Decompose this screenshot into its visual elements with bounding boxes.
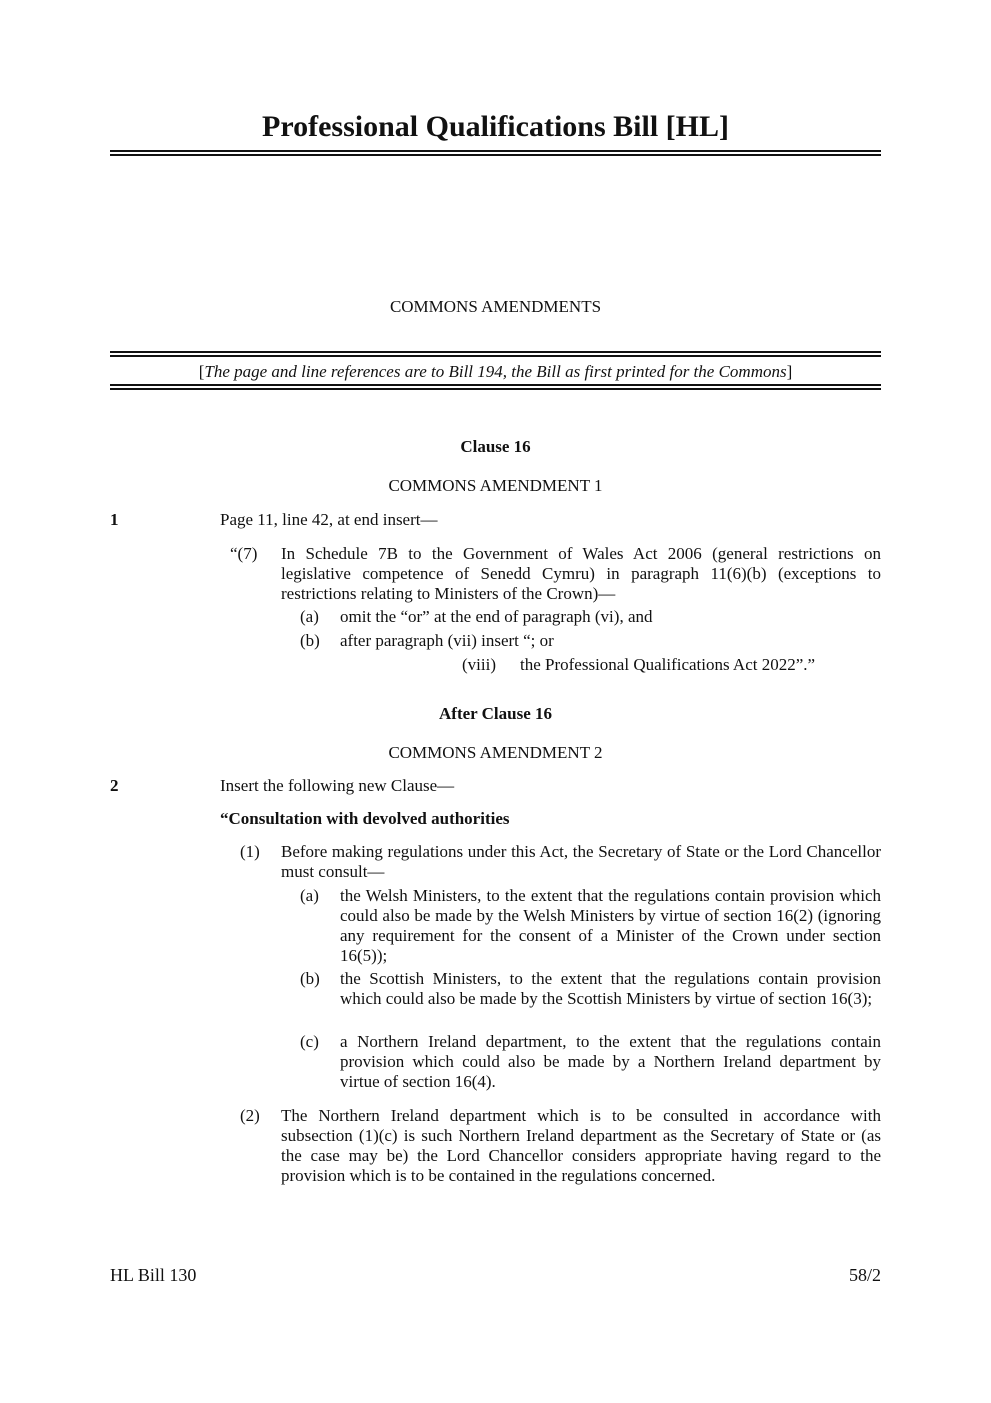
amendment-1-instruction: Page 11, line 42, at end insert— bbox=[220, 510, 438, 529]
document-title: Professional Qualifications Bill [HL] bbox=[262, 110, 729, 143]
amendment-1-para-viii-text: the Professional Qualifications Act 2022”.” bbox=[520, 655, 816, 674]
amendment-2-sub2-text: The Northern Ireland department which is to be consulted in accordance with subsection (1)(c) is such Northern Ireland department as the Secretary of State or (as the case may be) the Lord Chancellor considers appropriate having regard to the provision which is to be contained in the regulations concerned. bbox=[281, 1106, 881, 1185]
note-rule-top bbox=[110, 351, 881, 357]
footer-print-ref: 58/2 bbox=[848, 1265, 881, 1285]
amendment-2-sub1-num: (1) bbox=[240, 842, 260, 861]
amendment-1-sub7-num: “(7) bbox=[230, 544, 258, 563]
amendment-2-instruction: Insert the following new Clause— bbox=[220, 776, 455, 795]
bracket-open: [ bbox=[198, 362, 205, 381]
amendment-2-label: COMMONS AMENDMENT 2 bbox=[388, 743, 603, 762]
footer-bill-ref: HL Bill 130 bbox=[110, 1265, 197, 1285]
amendment-1-para-a-num: (a) bbox=[300, 607, 319, 626]
amendment-2-sub2-num: (2) bbox=[240, 1106, 260, 1125]
amendment-1-para-a-text: omit the “or” at the end of paragraph (vi), and bbox=[340, 607, 653, 626]
title-rule bbox=[110, 150, 881, 156]
amendment-2-heading: After Clause 16 bbox=[439, 704, 552, 723]
amendment-2-para-b-num: (b) bbox=[300, 969, 320, 988]
amendment-2-sub1-text: Before making regulations under this Act, the Secretary of State or the Lord Chancellor must consult— bbox=[281, 842, 881, 881]
amendment-1-para-b-num: (b) bbox=[300, 631, 320, 650]
clause-title: “Consultation with devolved authorities bbox=[220, 809, 510, 828]
amendment-2-number: 2 bbox=[110, 776, 119, 795]
amendment-2-para-a-num: (a) bbox=[300, 886, 319, 905]
reference-note-text: The page and line references are to Bill 194, the Bill as first printed for the Commons bbox=[204, 362, 787, 381]
amendment-1-heading: Clause 16 bbox=[460, 437, 531, 456]
amendment-1-sub7-text: In Schedule 7B to the Government of Wales Act 2006 (general restrictions on legislative competence of Senedd Cymru) in paragraph 11(6)(b) (exceptions to restrictions relating to Ministers of the Crown)— bbox=[281, 544, 881, 603]
amendment-2-para-a-text: the Welsh Ministers, to the extent that the regulations contain provision which could also be made by the Welsh Ministers by virtue of section 16(2) (ignoring any requirement for the consent of a Minister of the Crown under section 16(5)); bbox=[340, 886, 881, 965]
document-subtitle: COMMONS AMENDMENTS bbox=[389, 297, 602, 316]
amendment-1-para-viii-num: (viii) bbox=[462, 655, 496, 674]
amendment-2-para-b-text: the Scottish Ministers, to the extent that the regulations contain provision which could also be made by the Scottish Ministers by virtue of section 16(3); bbox=[340, 969, 881, 1008]
amendment-2-para-c-num: (c) bbox=[300, 1032, 319, 1051]
bracket-close: ] bbox=[786, 362, 793, 381]
amendment-1-number: 1 bbox=[110, 510, 119, 529]
amendment-1-para-b-text: after paragraph (vii) insert “; or bbox=[340, 631, 554, 650]
reference-note bbox=[110, 362, 881, 382]
amendment-2-para-c-text: a Northern Ireland department, to the extent that the regulations contain provision which could also be made by a Northern Ireland department by virtue of section 16(4). bbox=[340, 1032, 881, 1091]
note-rule-bottom bbox=[110, 384, 881, 390]
amendment-1-label: COMMONS AMENDMENT 1 bbox=[388, 476, 603, 495]
